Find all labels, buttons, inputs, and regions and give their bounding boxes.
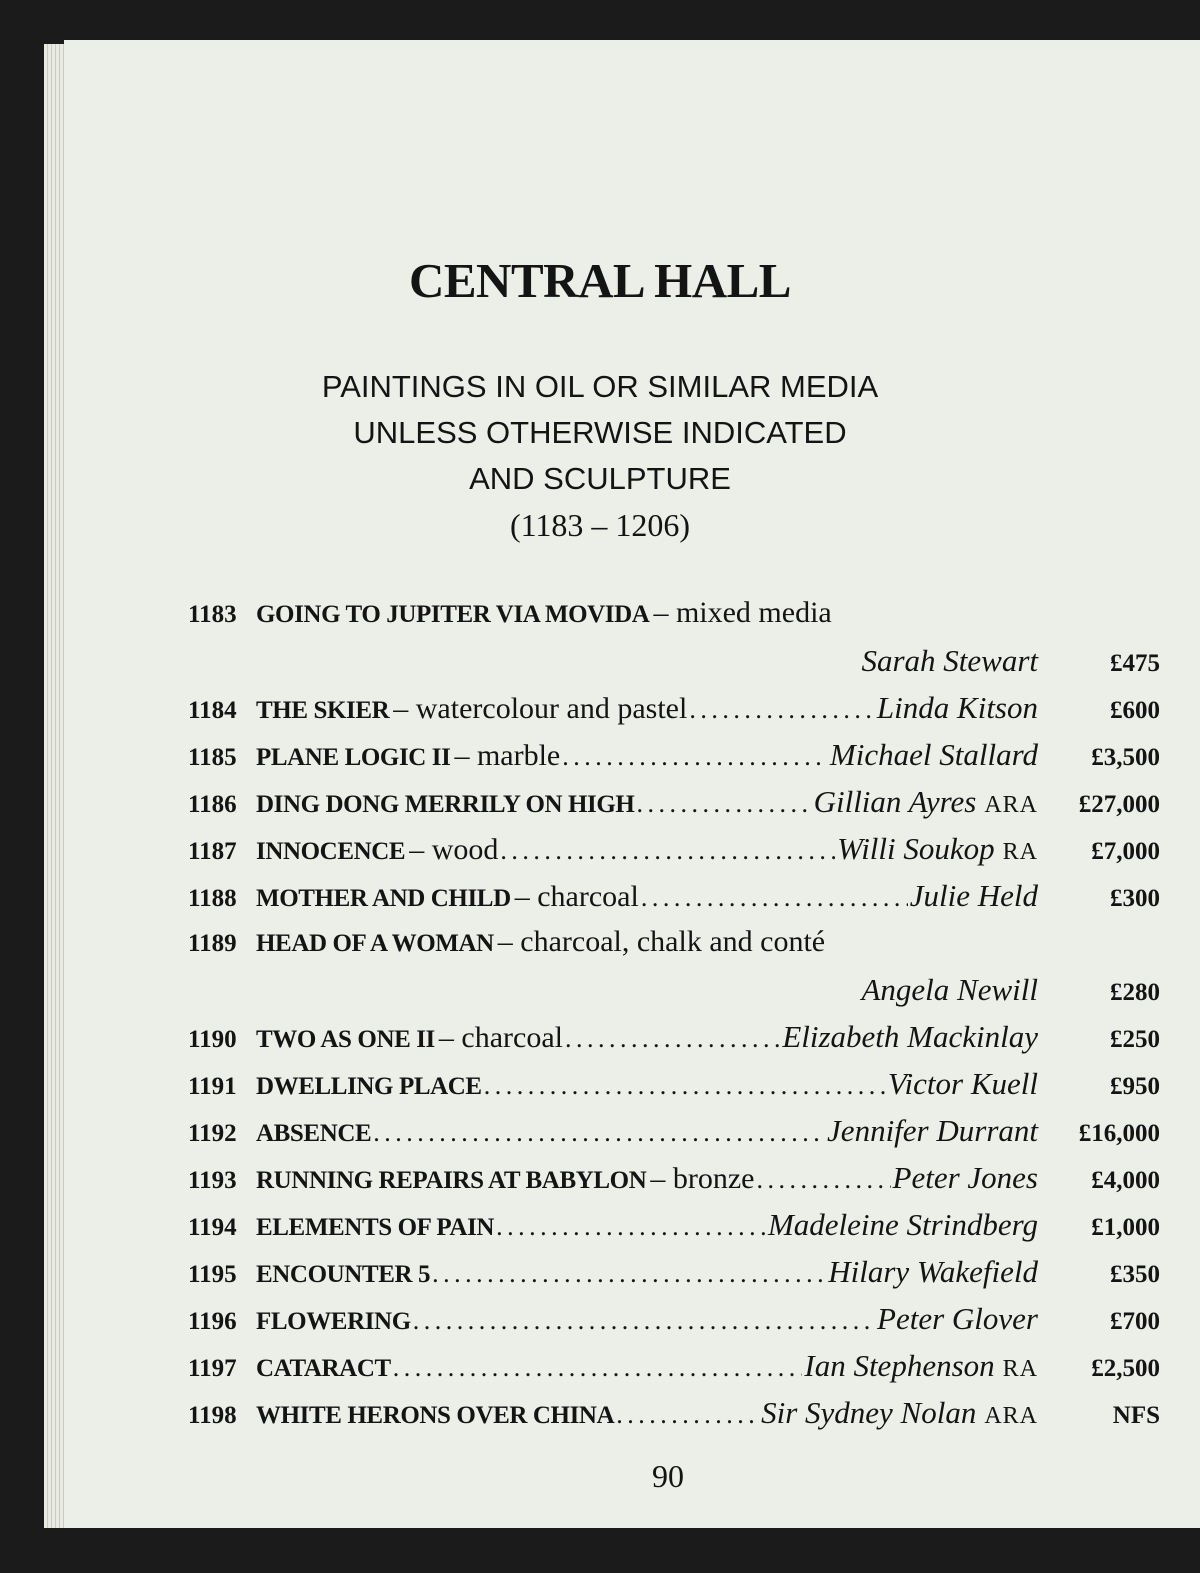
entry-price: £3,500 (1091, 744, 1160, 771)
catalogue-entry (188, 784, 1160, 831)
subtitle-line-1: PAINTINGS IN OIL OR SIMILAR MEDIA (321, 369, 879, 404)
entry-title: WHITE HERONS OVER CHINA (256, 1402, 615, 1429)
catalogue-entry (188, 1207, 1160, 1254)
entry-title: PLANE LOGIC II (256, 744, 451, 771)
entry-artist: Angela Newill (861, 972, 1038, 1007)
entry-artist: Victor Kuell (887, 1066, 1038, 1101)
catalogue-entry (188, 1395, 1160, 1442)
dot-leader (500, 836, 835, 866)
entry-price: £350 (1110, 1261, 1160, 1288)
catalogue-entry (188, 690, 1160, 737)
entry-number: 1183 (188, 601, 237, 628)
catalogue-entry (188, 831, 1160, 878)
entry-number: 1197 (188, 1355, 237, 1382)
entry-artist: Sir Sydney Nolan (761, 1395, 977, 1430)
entry-title: GOING TO JUPITER VIA MOVIDA (256, 601, 650, 628)
entry-price: NFS (1112, 1402, 1160, 1429)
entry-number: 1194 (188, 1214, 237, 1241)
entry-artist: Willi Soukop (837, 831, 995, 866)
page-title: CENTRAL HALL (408, 253, 791, 308)
entry-number: 1192 (188, 1120, 237, 1147)
entry-title: HEAD OF A WOMAN (256, 930, 494, 957)
entry-title: ABSENCE (256, 1120, 372, 1147)
entry-artist: Gillian Ayres (813, 784, 977, 819)
page-number: 90 (652, 1458, 684, 1494)
entry-medium: – wood (409, 833, 499, 866)
entry-artist: Hilary Wakefield (828, 1254, 1038, 1289)
entry-honour: RA (1002, 839, 1038, 865)
entry-artist: Sarah Stewart (861, 643, 1038, 678)
entry-title: RUNNING REPAIRS AT BABYLON (256, 1167, 647, 1194)
entry-medium: – bronze (650, 1162, 755, 1195)
entry-medium: – watercolour and pastel (393, 692, 688, 725)
catalogue-entry (188, 1160, 1160, 1207)
entry-title: INNOCENCE (256, 838, 406, 865)
entry-price: £4,000 (1091, 1167, 1160, 1194)
entry-artist: Michael Stallard (829, 737, 1038, 772)
entry-artist: Elizabeth Mackinlay (782, 1019, 1038, 1054)
entry-price: £7,000 (1091, 838, 1160, 865)
dot-leader (636, 789, 811, 819)
entry-title: CATARACT (256, 1355, 391, 1382)
dot-leader (373, 1118, 825, 1148)
entry-title: ENCOUNTER 5 (256, 1261, 431, 1288)
catalogue-entry (188, 1301, 1160, 1348)
dot-leader (496, 1212, 766, 1242)
entry-title: MOTHER AND CHILD (256, 885, 511, 912)
entry-price: £27,000 (1078, 791, 1160, 818)
entry-number: 1198 (188, 1402, 237, 1429)
entry-honour: ARA (984, 1403, 1038, 1429)
entry-price: £1,000 (1091, 1214, 1160, 1241)
catalogue-entry (188, 1254, 1160, 1301)
entry-price: £2,500 (1091, 1355, 1160, 1382)
catalogue-entry (188, 1348, 1160, 1395)
entry-artist: Linda Kitson (876, 690, 1038, 725)
catalogue-entries (188, 596, 1160, 1442)
entry-number: 1184 (188, 697, 237, 724)
entry-medium: – marble (454, 739, 561, 772)
entry-title: ELEMENTS OF PAIN (256, 1214, 495, 1241)
dot-leader (616, 1400, 759, 1430)
entry-title: TWO AS ONE II (256, 1026, 435, 1053)
entry-artist: Julie Held (909, 878, 1038, 913)
entry-medium: – charcoal (514, 880, 639, 913)
dot-leader (756, 1165, 890, 1195)
entry-number: 1193 (188, 1167, 237, 1194)
section-subtitle (0, 364, 1200, 548)
catalogue-entry (188, 1113, 1160, 1160)
catalogue-range: (1183 – 1206) (509, 507, 691, 543)
entry-artist: Peter Jones (892, 1160, 1038, 1195)
entry-medium: – mixed media (653, 596, 832, 629)
entry-price: £475 (1110, 650, 1160, 677)
entry-number: 1191 (188, 1073, 237, 1100)
dot-leader (413, 1306, 875, 1336)
entry-price: £16,000 (1078, 1120, 1160, 1147)
entry-price: £700 (1110, 1308, 1160, 1335)
entry-honour: ARA (984, 792, 1038, 818)
dot-leader (432, 1259, 826, 1289)
entry-artist: Peter Glover (877, 1301, 1038, 1336)
entry-price: £300 (1110, 885, 1160, 912)
dot-leader (484, 1071, 886, 1101)
subtitle-line-2: UNLESS OTHERWISE INDICATED (353, 415, 847, 450)
entry-number: 1187 (188, 838, 237, 865)
entry-artist: Ian Stephenson (804, 1348, 995, 1383)
catalogue-entry (188, 737, 1160, 784)
entry-honour: RA (1002, 1356, 1038, 1382)
catalogue-entry (188, 1066, 1160, 1113)
catalogue-entry (188, 878, 1160, 925)
dot-leader (689, 695, 875, 725)
entry-number: 1195 (188, 1261, 237, 1288)
entry-price: £950 (1110, 1073, 1160, 1100)
entry-medium: – charcoal, chalk and conté (497, 925, 826, 958)
entry-number: 1190 (188, 1026, 237, 1053)
subtitle-line-3: AND SCULPTURE (469, 461, 731, 496)
entry-title: THE SKIER (256, 697, 390, 724)
dot-leader (641, 883, 908, 913)
entry-number: 1196 (188, 1308, 237, 1335)
entry-number: 1189 (188, 930, 237, 957)
entry-title: DWELLING PLACE (256, 1073, 482, 1100)
dot-leader (562, 742, 828, 772)
catalogue-entry (188, 596, 1160, 690)
entry-number: 1185 (188, 744, 237, 771)
entry-medium: – charcoal (438, 1021, 563, 1054)
dot-leader (565, 1024, 780, 1054)
dot-leader (393, 1353, 803, 1383)
entry-price: £280 (1110, 979, 1160, 1006)
entry-title: FLOWERING (256, 1308, 411, 1335)
entry-price: £600 (1110, 697, 1160, 724)
entry-artist: Madeleine Strindberg (767, 1207, 1038, 1242)
entry-price: £250 (1110, 1026, 1160, 1053)
catalogue-entry (188, 925, 1160, 1019)
entry-number: 1188 (188, 885, 237, 912)
entry-number: 1186 (188, 791, 237, 818)
entry-artist: Jennifer Durrant (827, 1113, 1038, 1148)
entry-title: DING DONG MERRILY ON HIGH (256, 791, 635, 818)
catalogue-entry (188, 1019, 1160, 1066)
